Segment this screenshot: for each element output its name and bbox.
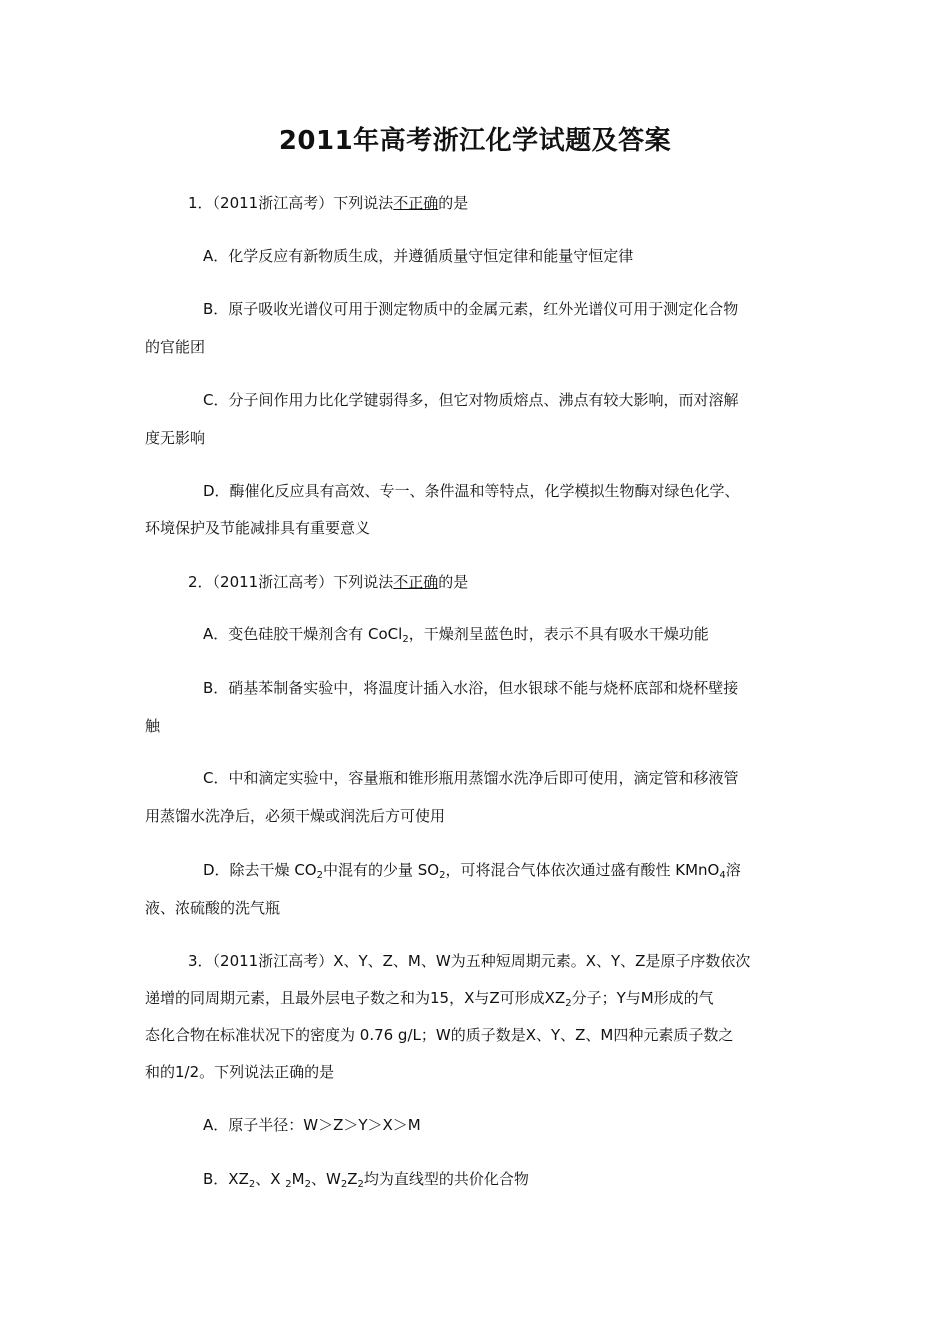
q2-option-d-continued: 液、浓硫酸的洗气瓶 bbox=[145, 899, 281, 917]
q1-option-c-continued: 度无影响 bbox=[145, 429, 206, 447]
text: 均为直线型的共价化合物 bbox=[363, 1170, 529, 1188]
question-source: （2011浙江高考）下列说法 bbox=[212, 194, 394, 212]
question-3-stem bbox=[188, 951, 750, 971]
text: ，可将混合气体依次通过盛有酸性 KMnO bbox=[445, 861, 720, 879]
q1-option-d: D．酶催化反应具有高效、专一、条件温和等特点，化学模拟生物酶对绿色化学、 bbox=[203, 482, 740, 500]
text: D．除去干燥 CO bbox=[203, 861, 317, 879]
q1-option-a: A．化学反应有新物质生成，并遵循质量守恒定律和能量守恒定律 bbox=[203, 247, 634, 265]
q2-option-c: C．中和滴定实验中，容量瓶和锥形瓶用蒸馏水洗净后即可使用，滴定管和移液管 bbox=[203, 769, 739, 787]
q2-option-a bbox=[203, 624, 709, 644]
text: M bbox=[291, 1170, 305, 1188]
subscript: 2 bbox=[402, 634, 409, 645]
q2-option-d bbox=[203, 860, 741, 880]
text: Z bbox=[347, 1170, 358, 1188]
subscript: 2 bbox=[340, 1179, 348, 1190]
subscript: 2 bbox=[439, 870, 446, 881]
q3-option-a: A．原子半径：W＞Z＞Y＞X＞M bbox=[203, 1116, 421, 1134]
page-title: 2011年高考浙江化学试题及答案 bbox=[278, 126, 672, 156]
question-2-stem bbox=[188, 572, 468, 592]
question-number: 2． bbox=[188, 573, 213, 591]
q2-option-b-continued: 触 bbox=[145, 717, 161, 735]
text: ，干燥剂呈蓝色时，表示不具有吸水干燥功能 bbox=[408, 625, 709, 643]
q1-option-b: B．原子吸收光谱仪可用于测定物质中的金属元素，红外光谱仪可用于测定化合物 bbox=[203, 300, 739, 318]
subscript: 4 bbox=[719, 870, 726, 881]
subscript: 2 bbox=[316, 870, 323, 881]
question-tail: 的是 bbox=[438, 573, 469, 591]
question-text: （2011浙江高考）X、Y、Z、M、W为五种短周期元素。X、Y、Z是原子序数依次 bbox=[212, 952, 751, 970]
underlined-text: 不正确 bbox=[393, 573, 439, 591]
subscript: 2 bbox=[285, 1179, 292, 1190]
question-3-line-3: 态化合物在标准状况下的密度为 0.76 g/L；W的质子数是X、Y、Z、M四种元素质子数之 bbox=[145, 1026, 734, 1044]
question-tail: 的是 bbox=[438, 194, 469, 212]
question-3-line-2 bbox=[145, 988, 714, 1008]
subscript: 2 bbox=[248, 1179, 256, 1190]
question-1-stem bbox=[188, 193, 468, 213]
question-number: 1． bbox=[188, 194, 213, 212]
q1-option-d-continued: 环境保护及节能减排具有重要意义 bbox=[145, 519, 371, 537]
text: 分子；Y与M形成的气 bbox=[571, 989, 714, 1007]
subscript: 2 bbox=[304, 1179, 311, 1190]
q3-option-b bbox=[203, 1169, 529, 1189]
text: 、W bbox=[310, 1170, 341, 1188]
q1-option-b-continued: 的官能团 bbox=[145, 338, 206, 356]
text: 、X bbox=[255, 1170, 286, 1188]
question-3-line-4: 和的1/2。下列说法正确的是 bbox=[145, 1063, 335, 1081]
text: A．变色硅胶干燥剂含有 CoCl bbox=[203, 625, 403, 643]
q1-option-c: C．分子间作用力比化学键弱得多，但它对物质熔点、沸点有较大影响，而对溶解 bbox=[203, 391, 739, 409]
question-number: 3． bbox=[188, 952, 213, 970]
question-source: （2011浙江高考）下列说法 bbox=[212, 573, 394, 591]
subscript: 2 bbox=[565, 998, 572, 1009]
text: 溶 bbox=[725, 861, 741, 879]
text: 中混有的少量 SO bbox=[322, 861, 440, 879]
q2-option-c-continued: 用蒸馏水洗净后，必须干燥或润洗后方可使用 bbox=[145, 807, 446, 825]
q2-option-b: B．硝基苯制备实验中，将温度计插入水浴，但水银球不能与烧杯底部和烧杯壁接 bbox=[203, 679, 739, 697]
subscript: 2 bbox=[357, 1179, 364, 1190]
underlined-text: 不正确 bbox=[393, 194, 439, 212]
text: 递增的同周期元素，且最外层电子数之和为15，X与Z可形成XZ bbox=[145, 989, 566, 1007]
text: B．XZ bbox=[203, 1170, 249, 1188]
